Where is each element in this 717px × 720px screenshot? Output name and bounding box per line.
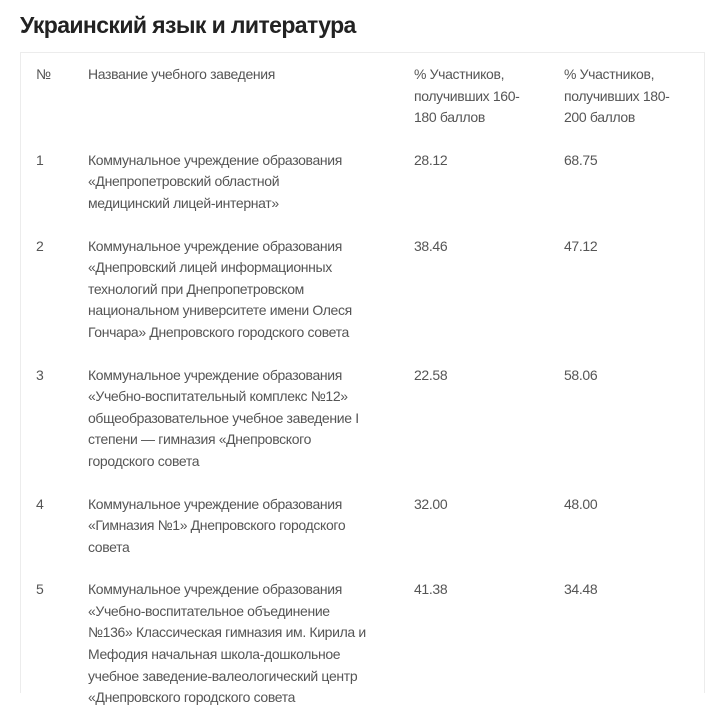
name-line: Коммунальное учреждение образования bbox=[88, 151, 342, 168]
section-title: Украинский язык и литература bbox=[20, 12, 356, 38]
percent-180-200: 48.00 bbox=[564, 495, 598, 512]
percent-180-200: 34.48 bbox=[564, 581, 598, 598]
name-line: технологий при Днепропетровском bbox=[88, 280, 304, 297]
name-line: Мефодия начальная школа-дошкольное bbox=[88, 646, 341, 663]
results-table bbox=[21, 53, 704, 720]
header-line: % Участников, bbox=[414, 66, 505, 82]
table-row bbox=[21, 226, 704, 355]
institution-name bbox=[88, 355, 414, 484]
name-line: «Днепровский лицей информационных bbox=[88, 259, 332, 276]
table-row bbox=[21, 140, 704, 226]
row-number: 3 bbox=[36, 366, 44, 383]
name-line: медицинский лицей-интернат» bbox=[88, 194, 279, 211]
table-row bbox=[21, 569, 704, 720]
name-line: «Учебно-воспитательный комплекс №12» bbox=[88, 388, 348, 405]
name-line: №136» Классическая гимназия им. Кирила и bbox=[88, 624, 366, 641]
row-number: 2 bbox=[36, 237, 44, 254]
header-name: Название учебного заведения bbox=[88, 66, 275, 82]
header-line: 180 баллов bbox=[414, 109, 485, 126]
percent-160-180: 38.46 bbox=[414, 237, 448, 254]
name-line: «Учебно-воспитательное объединение bbox=[88, 602, 330, 619]
institution-name bbox=[88, 140, 414, 226]
name-line: Коммунальное учреждение образования bbox=[88, 581, 342, 598]
name-line: городского совета bbox=[88, 452, 200, 469]
table-row bbox=[21, 355, 704, 484]
header-180-200 bbox=[564, 53, 704, 140]
name-line: «Днепропетровский областной bbox=[88, 173, 280, 190]
percent-160-180: 22.58 bbox=[414, 366, 448, 383]
percent-180-200: 58.06 bbox=[564, 366, 598, 383]
institution-name bbox=[88, 569, 414, 720]
row-number: 5 bbox=[36, 581, 44, 598]
results-table-container bbox=[20, 52, 705, 706]
institution-name bbox=[88, 484, 414, 570]
header-line: % Участников, bbox=[564, 66, 655, 82]
name-line: общеобразовательное учебное заведение I bbox=[88, 409, 359, 426]
percent-180-200: 68.75 bbox=[564, 151, 598, 168]
percent-180-200: 47.12 bbox=[564, 237, 598, 254]
name-line: «Днепровского городского совета bbox=[88, 689, 296, 706]
header-line: 200 баллов bbox=[564, 109, 635, 126]
institution-name bbox=[88, 226, 414, 355]
header-line: получивших 180- bbox=[564, 87, 670, 104]
row-number: 1 bbox=[36, 151, 44, 168]
name-line: совета bbox=[88, 538, 130, 555]
header-num: № bbox=[36, 66, 51, 82]
name-line: национальном университете имени Олеся bbox=[88, 302, 352, 319]
table-header-row bbox=[21, 53, 704, 140]
name-line: учебное заведение-валеологический центр bbox=[88, 667, 358, 684]
header-line: получивших 160- bbox=[414, 87, 520, 104]
table-row bbox=[21, 484, 704, 570]
percent-160-180: 41.38 bbox=[414, 581, 448, 598]
name-line: Коммунальное учреждение образования bbox=[88, 495, 342, 512]
row-number: 4 bbox=[36, 495, 44, 512]
header-160-180 bbox=[414, 53, 564, 140]
name-line: степени — гимназия «Днепровского bbox=[88, 431, 312, 448]
name-line: Коммунальное учреждение образования bbox=[88, 366, 342, 383]
percent-160-180: 32.00 bbox=[414, 495, 448, 512]
name-line: «Гимназия №1» Днепровского городского bbox=[88, 517, 346, 534]
name-line: Коммунальное учреждение образования bbox=[88, 237, 342, 254]
percent-160-180: 28.12 bbox=[414, 151, 448, 168]
name-line: Гончара» Днепровского городского совета bbox=[88, 323, 349, 340]
